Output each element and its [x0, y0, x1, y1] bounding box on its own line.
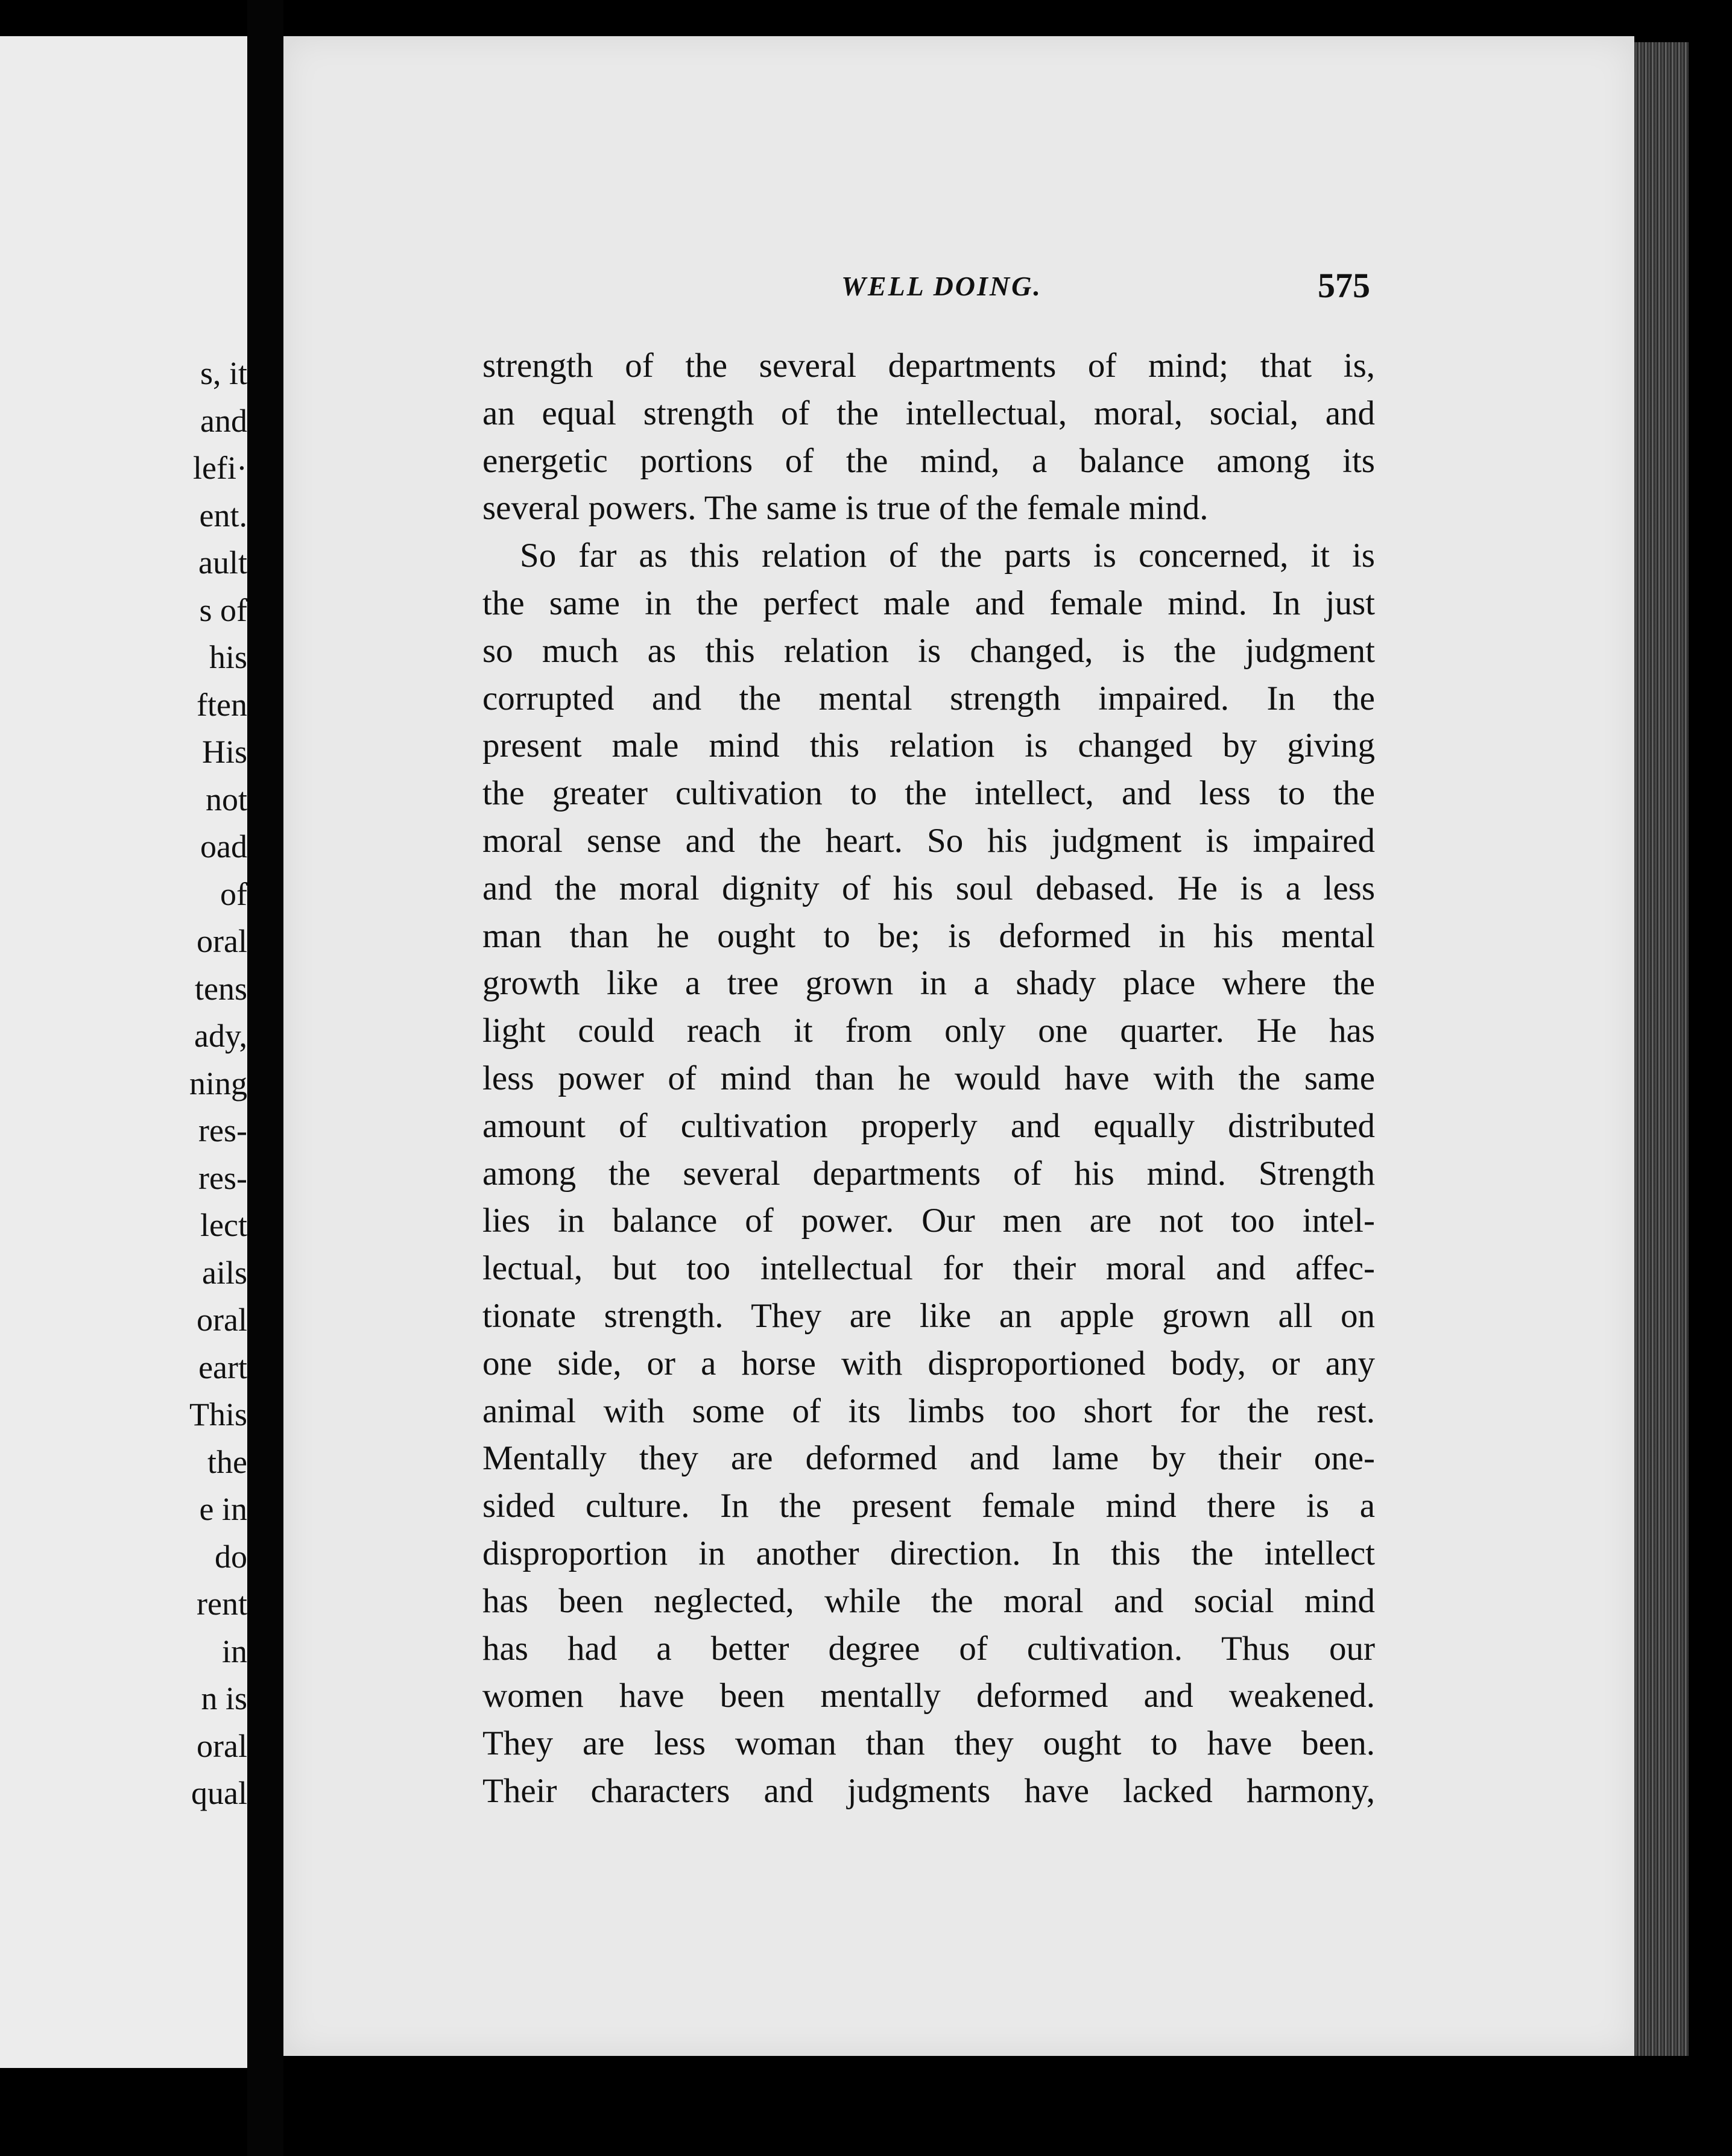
left-page-fragment: the [207, 1443, 247, 1480]
text-line: among the several departments of his mind. Strength [482, 1154, 1375, 1193]
left-facing-page [0, 36, 247, 2068]
left-page-fragment: oad [200, 828, 247, 865]
text-line: man than he ought to be; is deformed in his mental [482, 916, 1375, 955]
left-page-fragment: rent [197, 1586, 247, 1622]
text-line: Their characters and judgments have lacked harmony, [482, 1771, 1375, 1810]
text-line: the greater cultivation to the intellect, and less to the [482, 774, 1375, 813]
left-page-fragment: e in [199, 1491, 247, 1527]
left-page-fragment: n is [201, 1680, 247, 1716]
left-page-fragment: oral [197, 1302, 247, 1338]
text-line: Mentally they are deformed and lame by their one- [482, 1439, 1375, 1478]
text-line: so much as this relation is changed, is the judgment [482, 631, 1375, 670]
text-line: energetic portions of the mind, a balance among its [482, 441, 1375, 480]
text-line: So far as this relation of the parts is concerned, it is [520, 537, 1375, 575]
left-page-fragment: in [221, 1633, 247, 1669]
page-number: 575 [1318, 266, 1370, 305]
left-page-fragment: his [209, 639, 247, 675]
text-line: They are less woman than they ought to have been. [482, 1724, 1375, 1763]
text-line: lectual, but too intellectual for their moral and affec- [482, 1249, 1375, 1288]
left-page-fragment: res- [198, 1112, 247, 1149]
text-line: light could reach it from only one quarter. He has [482, 1012, 1375, 1050]
text-line: present male mind this relation is changed by giving [482, 727, 1375, 765]
text-line: corrupted and the mental strength impaired. In the [482, 679, 1375, 717]
left-page-fragment: s, it [200, 355, 247, 391]
text-line: lies in balance of power. Our men are not too intel- [482, 1202, 1375, 1240]
text-line: has had a better degree of cultivation. Thus our [482, 1629, 1375, 1668]
body-text [482, 342, 1375, 1815]
text-line: several powers. The same is true of the female mind. [482, 489, 1209, 528]
text-line: moral sense and the heart. So his judgment is impaired [482, 821, 1375, 860]
text-line: disproportion in another direction. In this the intellect [482, 1534, 1375, 1572]
text-line: an equal strength of the intellectual, moral, social, and [482, 394, 1375, 432]
left-page-fragment: of [220, 875, 247, 912]
left-page-fragment: eart [198, 1349, 247, 1385]
left-page-fragment: oral [197, 1727, 247, 1764]
text-line: has been neglected, while the moral and social mind [482, 1581, 1375, 1620]
left-page-fragment: tens [195, 970, 247, 1007]
left-page-fragment: ften [197, 686, 247, 723]
page-edges [1634, 42, 1689, 2056]
text-line: growth like a tree grown in a shady place where the [482, 964, 1375, 1003]
left-page-fragment: ails [202, 1254, 247, 1291]
book-gutter [247, 0, 283, 2156]
left-page-fragment: ning [189, 1065, 247, 1102]
left-page-fragment: do [215, 1538, 247, 1575]
left-page-fragment: ady, [194, 1018, 247, 1054]
left-page-fragment: not [205, 781, 247, 818]
left-page-fragment: This [189, 1396, 247, 1433]
left-page-fragment: His [201, 734, 247, 770]
text-line: animal with some of its limbs too short for the rest. [482, 1392, 1375, 1430]
text-line: strength of the several departments of mind; that is, [482, 347, 1375, 385]
running-head: WELL DOING. [841, 271, 1042, 301]
left-page-fragment: lefi· [193, 450, 247, 486]
left-page-fragment: lect [200, 1207, 247, 1243]
text-line: tionate strength. They are like an apple grown all on [482, 1296, 1375, 1335]
left-page-fragment: qual [191, 1775, 247, 1811]
text-line: one side, or a horse with disproportioned body, or any [482, 1344, 1375, 1382]
left-page-text-fragments [175, 350, 247, 1817]
left-page-fragment: ault [198, 544, 247, 581]
text-line: less power of mind than he would have with the same [482, 1059, 1375, 1097]
text-line: sided culture. In the present female mind there is a [482, 1487, 1375, 1525]
text-line: amount of cultivation properly and equally distributed [482, 1106, 1375, 1145]
text-line: women have been mentally deformed and weakened. [482, 1677, 1375, 1715]
text-line: and the moral dignity of his soul debased. He is a less [482, 869, 1375, 907]
left-page-fragment: and [200, 402, 247, 439]
left-page-fragment: oral [197, 923, 247, 959]
left-page-fragment: res- [198, 1159, 247, 1196]
text-line: the same in the perfect male and female mind. In just [482, 584, 1375, 622]
left-page-fragment: ent. [199, 497, 247, 534]
left-page-fragment: s of [199, 591, 247, 628]
